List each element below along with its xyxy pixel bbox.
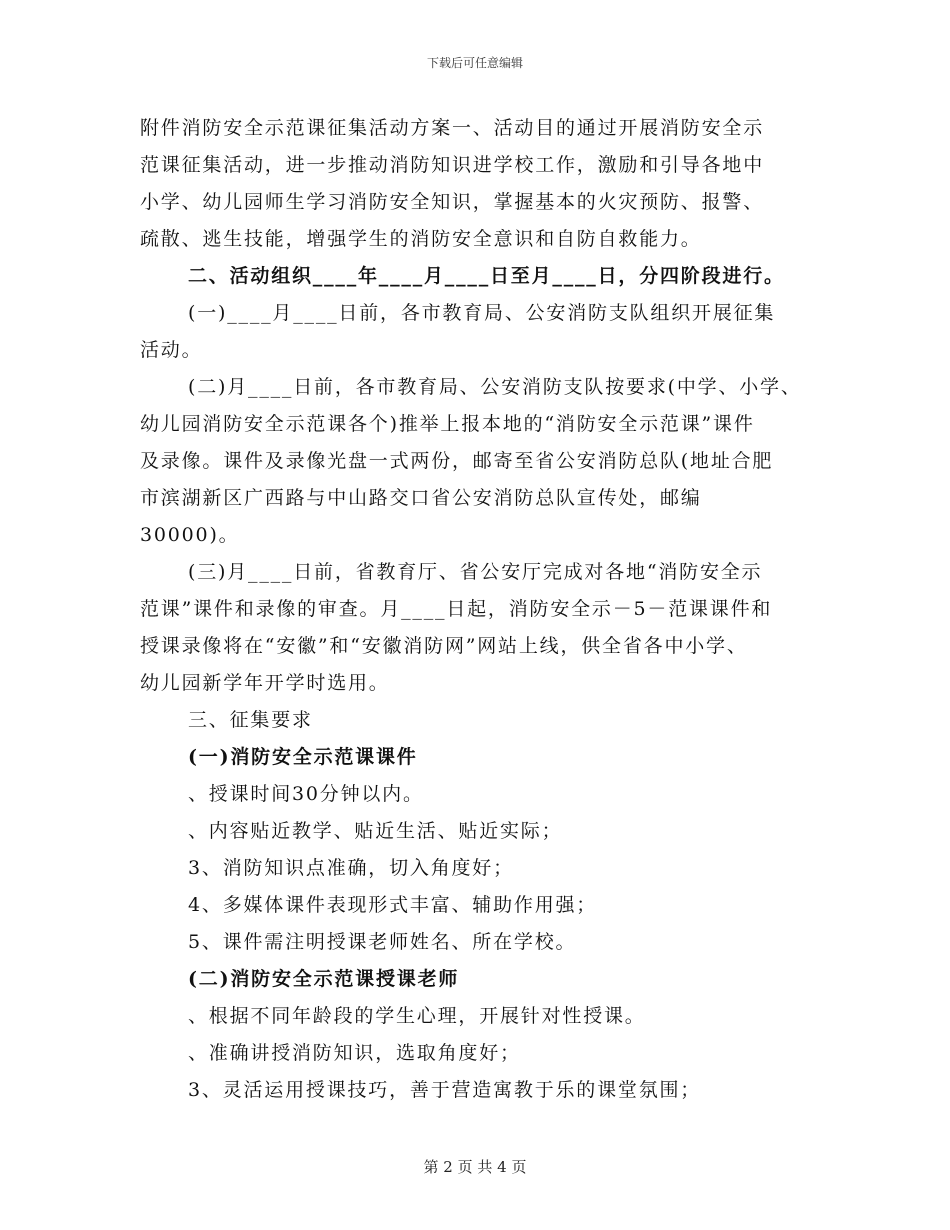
paragraph-line: 小学、幼儿园师生学习消防安全知识，掌握基本的火灾预防、报警、 [140,191,765,213]
paragraph-line: 30000)。 [140,524,240,546]
paragraph-line: 疏散、逃生技能，增强学生的消防安全意识和自防自救能力。 [140,228,702,250]
paragraph-line: 市滨湖新区广西路与中山路交口省公安消防总队宣传处，邮编 [140,487,702,509]
paragraph-line: 幼儿园消防安全示范课各个)推举上报本地的“消防安全示范课”课件 [140,413,755,435]
list-item: 、授课时间30分钟以内。 [188,783,424,805]
paragraph-line: 范课”课件和录像的审查。月____日起，消防安全示－5－范课课件和 [140,598,773,620]
paragraph-line: 及录像。课件及录像光盘一式两份，邮寄至省公安消防总队(地址合肥 [140,450,774,472]
paragraph-line: 活动。 [140,339,203,361]
section-heading: 三、征集要求 [188,709,313,731]
list-item: 、根据不同年龄段的学生心理，开展针对性授课。 [188,1005,646,1027]
paragraph-line: (一)____月____日前，各市教育局、公安消防支队组织开展征集 [188,302,776,324]
paragraph-line: 授课录像将在“安徽”和“安徽消防网”网站上线，供全省各中小学、 [140,635,748,657]
list-item: 、内容贴近教学、贴近生活、贴近实际； [188,820,563,842]
paragraph-line: (二)月____日前，各市教育局、公安消防支队按要求(中学、小学、 [188,376,802,398]
paragraph-line: (三)月____日前，省教育厅、省公安厅完成对各地“消防安全示 [188,561,763,583]
list-item: 5、课件需注明授课老师姓名、所在学校。 [188,931,577,953]
document-body [140,110,820,1109]
section-heading: 二、活动组织____年____月____日至月____日，分四阶段进行。 [188,265,785,287]
paragraph-line: 范课征集活动，进一步推动消防知识进学校工作，激励和引导各地中 [140,154,765,176]
subsection-heading: (一)消防安全示范课课件 [188,746,418,768]
page-footer: 第 2 页 共 4 页 [423,1158,527,1176]
paragraph-line: 幼儿园新学年开学时选用。 [140,672,390,694]
list-item: 3、消防知识点准确，切入角度好； [188,857,514,879]
paragraph-line: 附件消防安全示范课征集活动方案一、活动目的通过开展消防安全示 [140,117,765,139]
page-header: 下载后可任意编辑 [426,56,523,70]
subsection-heading: (二)消防安全示范课授课老师 [188,968,460,990]
list-item: 3、灵活运用授课技巧，善于营造寓教于乐的课堂氛围； [188,1079,702,1101]
list-item: 4、多媒体课件表现形式丰富、辅助作用强； [188,894,598,916]
list-item: 、准确讲授消防知识，选取角度好； [188,1042,521,1064]
